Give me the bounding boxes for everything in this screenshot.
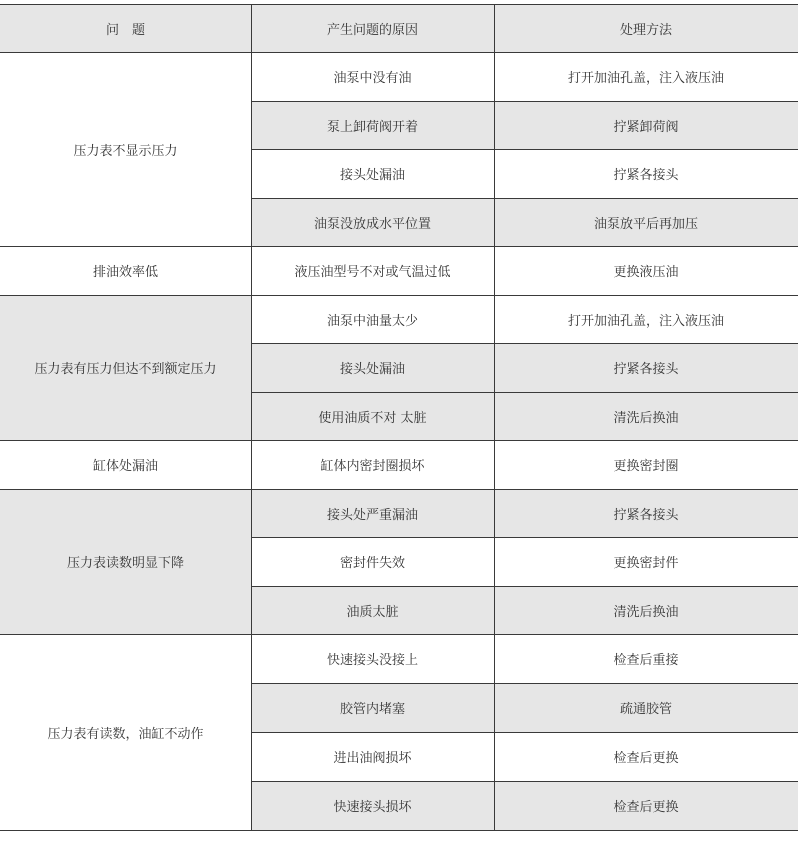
cause-cell: 泵上卸荷阀开着 [251,101,494,149]
cause-cell: 快速接头没接上 [251,634,494,683]
header-solution: 处理方法 [494,4,798,52]
solution-cell: 拧紧卸荷阀 [494,101,798,149]
row-divider [251,781,798,782]
solution-cell: 更换密封圈 [494,440,798,489]
cause-cell: 液压油型号不对或气温过低 [251,246,494,295]
cause-cell: 胶管内堵塞 [251,683,494,732]
solution-cell: 检查后更换 [494,732,798,781]
column-divider [494,4,495,830]
cause-cell: 油质太脏 [251,586,494,634]
solution-cell: 更换密封件 [494,537,798,586]
row-divider [251,683,798,684]
solution-cell: 检查后重接 [494,634,798,683]
table-top-border [0,4,798,5]
row-divider [251,149,798,150]
group-divider [0,634,798,635]
solution-cell: 拧紧各接头 [494,489,798,537]
cause-cell: 油泵没放成水平位置 [251,198,494,246]
cause-cell: 油泵中油量太少 [251,295,494,343]
solution-cell: 清洗后换油 [494,392,798,440]
problem-cell: 排油效率低 [0,246,251,295]
header-cause: 产生问题的原因 [251,4,494,52]
problem-cell: 压力表有读数，油缸不动作 [0,634,251,830]
problem-cell: 缸体处漏油 [0,440,251,489]
row-divider [251,101,798,102]
cause-cell: 进出油阀损坏 [251,732,494,781]
group-divider [0,246,798,247]
problem-cell: 压力表不显示压力 [0,52,251,246]
cause-cell: 密封件失效 [251,537,494,586]
row-divider [251,392,798,393]
solution-cell: 清洗后换油 [494,586,798,634]
group-divider [0,830,798,831]
row-divider [251,586,798,587]
row-divider [251,343,798,344]
row-divider [251,732,798,733]
solution-cell: 油泵放平后再加压 [494,198,798,246]
solution-cell: 检查后更换 [494,781,798,830]
row-divider [251,537,798,538]
group-divider [0,295,798,296]
solution-cell: 更换液压油 [494,246,798,295]
cause-cell: 使用油质不对 太脏 [251,392,494,440]
cause-cell: 接头处严重漏油 [251,489,494,537]
group-divider [0,440,798,441]
cause-cell: 快速接头损坏 [251,781,494,830]
cause-cell: 接头处漏油 [251,149,494,198]
solution-cell: 拧紧各接头 [494,149,798,198]
column-divider [251,4,252,830]
solution-cell: 疏通胶管 [494,683,798,732]
group-divider [0,489,798,490]
header-bottom-border [0,52,798,53]
row-divider [251,198,798,199]
solution-cell: 拧紧各接头 [494,343,798,392]
problem-cell: 压力表读数明显下降 [0,489,251,634]
problem-cell: 压力表有压力但达不到额定压力 [0,295,251,440]
solution-cell: 打开加油孔盖，注入液压油 [494,52,798,101]
cause-cell: 缸体内密封圈损坏 [251,440,494,489]
cause-cell: 接头处漏油 [251,343,494,392]
cause-cell: 油泵中没有油 [251,52,494,101]
header-problem: 问 题 [0,4,251,52]
solution-cell: 打开加油孔盖，注入液压油 [494,295,798,343]
